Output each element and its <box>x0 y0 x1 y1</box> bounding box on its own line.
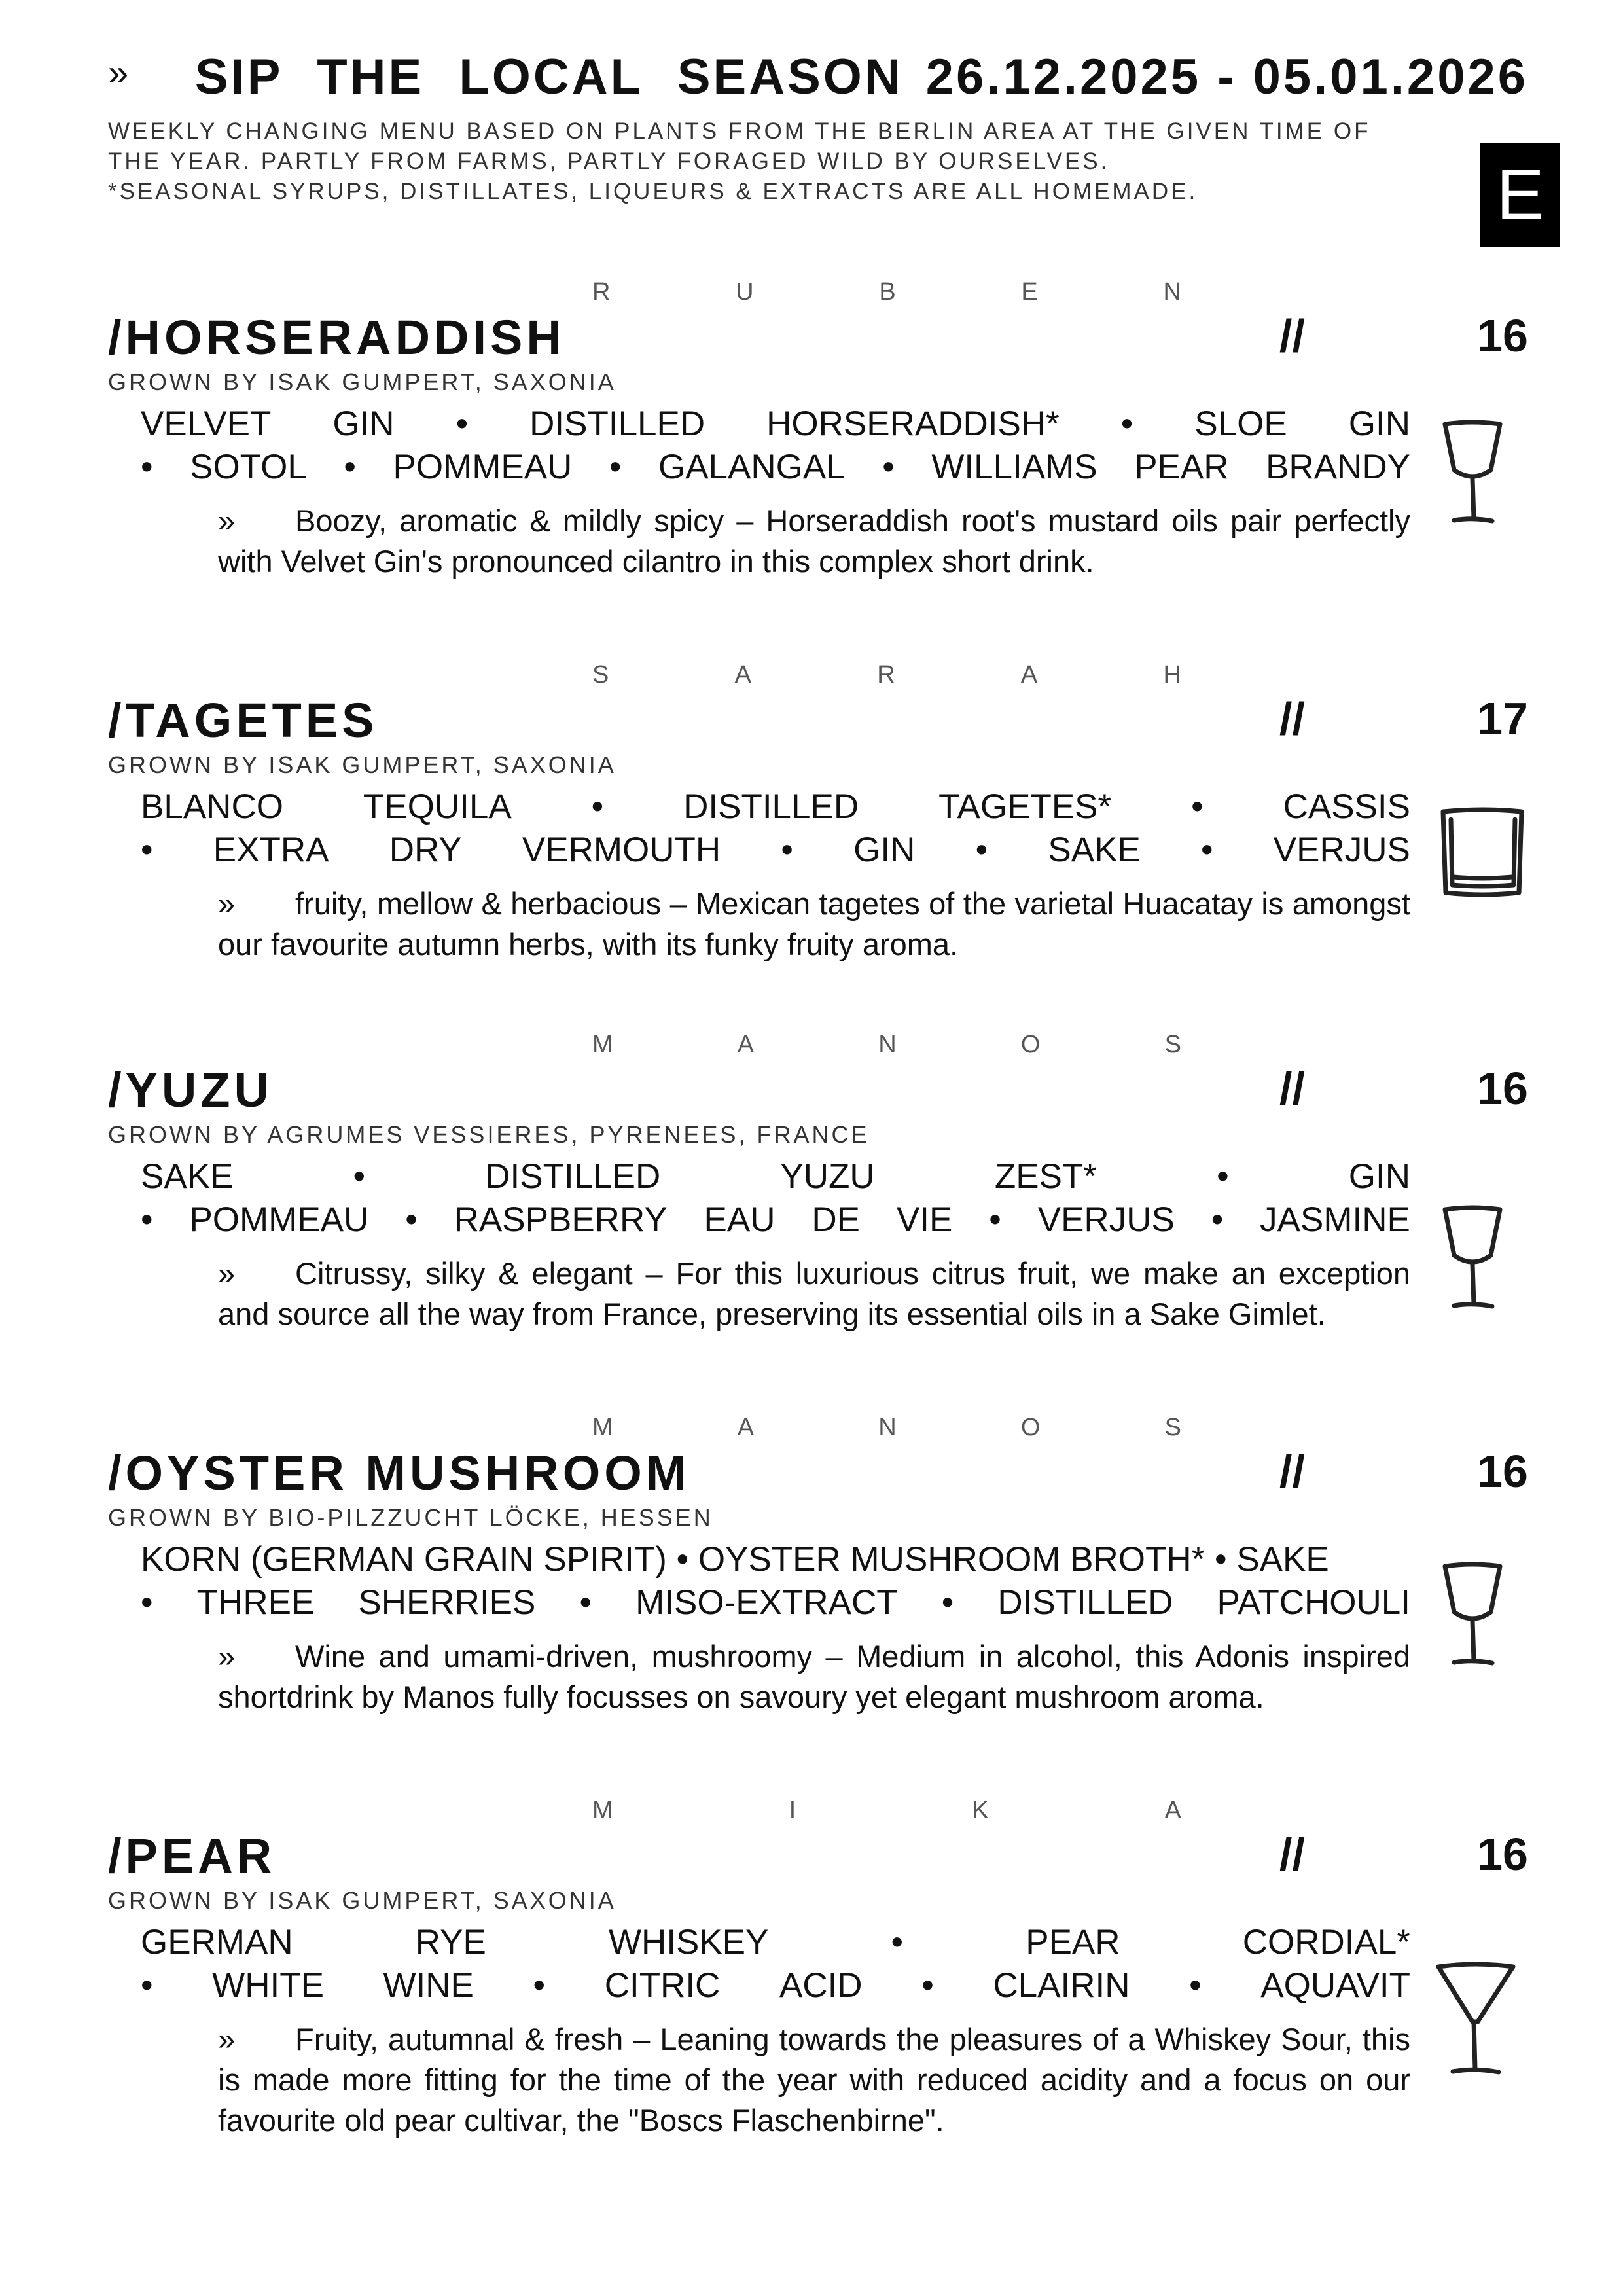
ingredient-word: RASPBERRY <box>454 1200 668 1239</box>
drink-price: 17 <box>1477 693 1528 744</box>
ingredient-word: • <box>1201 831 1213 869</box>
bartender-name <box>592 1414 1181 1440</box>
bartender-letter: E <box>1021 278 1038 306</box>
bartender-letter: I <box>789 1797 796 1824</box>
ingredient-word: VELVET <box>141 404 272 443</box>
ingredient-word: • <box>975 831 988 869</box>
ingredient-line <box>141 1921 1410 1964</box>
ingredient-word: • <box>921 1966 934 2005</box>
ingredient-line <box>141 1581 1410 1624</box>
ingredient-word: PEAR <box>1026 1923 1120 1962</box>
ingredient-word: DE <box>812 1200 861 1239</box>
ingredient-word: • <box>141 831 153 869</box>
ingredient-line <box>141 446 1410 489</box>
ingredient-word: • <box>141 1200 153 1239</box>
bartender-letter: A <box>737 1031 755 1058</box>
ingredient-word: • <box>533 1966 546 2005</box>
menu-header <box>108 39 1528 207</box>
subtitle-line: *SEASONAL SYRUPS, DISTILLATES, LIQUEURS & EXTRACTS ARE ALL HOMEMADE. <box>108 179 1198 204</box>
bartender-letter: U <box>736 278 754 306</box>
ingredient-word: GALANGAL <box>658 448 846 486</box>
description-chevron: » <box>218 1256 236 1291</box>
ingredient-word: SAKE <box>1048 831 1141 869</box>
ingredient-word: • <box>1211 1200 1224 1239</box>
ingredient-word: CASSIS <box>1283 787 1410 826</box>
drink-description <box>218 884 1410 965</box>
language-badge: E <box>1480 143 1560 247</box>
description-chevron: » <box>218 2022 236 2056</box>
ingredient-word: DISTILLED <box>683 787 859 826</box>
price-separator: // <box>1279 310 1305 361</box>
ingredient-word: WHITE <box>212 1966 324 2005</box>
description-text: fruity, mellow & herbacious – Mexican tagetes of the varietal Huacatay is amongst our favourite autumn herbs, with its funky fruity aroma. <box>218 886 1410 961</box>
ingredient-word: TEQUILA <box>363 787 512 826</box>
drink-grower: GROWN BY ISAK GUMPERT, SAXONIA <box>108 751 616 778</box>
description-text: Fruity, autumnal & fresh – Leaning towards the pleasures of a Whiskey Sour, this is made more fitting for the time of the year with reduced acidity and a focus on our favourite old pear cultivar, the "Boscs Flaschenbirne". <box>218 2022 1410 2138</box>
bartender-letter: A <box>1164 1797 1181 1824</box>
ingredient-word: • <box>1120 404 1133 443</box>
ingredient-word: MISO-EXTRACT <box>635 1583 898 1622</box>
subtitle-line: THE YEAR. PARTLY FROM FARMS, PARTLY FORAGED WILD BY OURSELVES. <box>108 149 1110 174</box>
drink-ingredients <box>141 1921 1410 2007</box>
price-separator: // <box>1279 693 1305 744</box>
description-chevron: » <box>218 886 236 921</box>
description-chevron: » <box>218 1639 236 1674</box>
ingredient-word: WINE <box>383 1966 474 2005</box>
subtitle-line: WEEKLY CHANGING MENU BASED ON PLANTS FROM THE BERLIN AREA AT THE GIVEN TIME OF <box>108 118 1371 144</box>
ingredient-word: VIE <box>896 1200 953 1239</box>
description-text: Citrussy, silky & elegant – For this luxurious citrus fruit, we make an exception and source all the way from France, preserving its essential oils in a Sake Gimlet. <box>218 1256 1410 1331</box>
drink-name: /TAGETES <box>108 693 378 747</box>
ingredient-line <box>141 403 1410 446</box>
ingredient-word: GIN <box>853 831 916 869</box>
ingredient-word: • <box>1191 787 1204 826</box>
drink-price: 16 <box>1477 1446 1528 1497</box>
ingredient-word: VERJUS <box>1273 831 1410 869</box>
drink-description <box>218 1253 1410 1335</box>
ingredient-word: PEAR <box>1134 448 1229 486</box>
drink-name: /YUZU <box>108 1063 273 1117</box>
drink-ingredients <box>141 1538 1410 1624</box>
ingredient-word: THREE <box>196 1583 315 1622</box>
stemmed-glass-icon <box>1440 419 1505 530</box>
ingredient-word: SOTOL <box>190 448 307 486</box>
drink-name: /OYSTER MUSHROOM <box>108 1446 690 1500</box>
bartender-letter: A <box>1020 661 1038 689</box>
bartender-letter: B <box>879 278 896 306</box>
description-text: Boozy, aromatic & mildly spicy – Horseraddish root's mustard oils pair perfectly with Velvet Gin's pronounced cilantro in this complex short drink. <box>218 503 1410 579</box>
tumbler-glass-icon <box>1436 805 1528 903</box>
ingredient-word: SLOE <box>1194 404 1287 443</box>
ingredient-word: SHERRIES <box>358 1583 536 1622</box>
drink-grower: GROWN BY AGRUMES VESSIERES, PYRENEES, FRANCE <box>108 1121 870 1148</box>
ingredient-word: VERJUS <box>1037 1200 1175 1239</box>
ingredient-word: RYE <box>415 1923 486 1962</box>
ingredient-line <box>141 1155 1410 1198</box>
bartender-letter: K <box>972 1797 989 1824</box>
title-row <box>108 39 1528 111</box>
ingredient-line <box>141 829 1410 872</box>
drink-price: 16 <box>1477 310 1528 361</box>
ingredient-word: • <box>141 1966 153 2005</box>
drink-name: /PEAR <box>108 1829 276 1883</box>
ingredient-word: BLANCO <box>141 787 283 826</box>
drink-price: 16 <box>1477 1063 1528 1114</box>
ingredient-word: • <box>455 404 469 443</box>
ingredient-word: VERMOUTH <box>522 831 721 869</box>
drink-description <box>218 1636 1410 1717</box>
ingredient-word: • <box>141 448 153 486</box>
bartender-name <box>592 1031 1181 1057</box>
ingredient-word: EXTRA <box>213 831 329 869</box>
ingredient-word: GERMAN <box>141 1923 293 1962</box>
bartender-letter: S <box>592 661 609 689</box>
drink-ingredients <box>141 403 1410 489</box>
ingredient-line <box>141 1538 1410 1581</box>
ingredient-word: SAKE <box>141 1157 234 1196</box>
ingredient-word: TAGETES* <box>938 787 1112 826</box>
bartender-letter: H <box>1163 661 1181 689</box>
bartender-letter: R <box>877 661 895 689</box>
bartender-letter: S <box>1164 1414 1181 1441</box>
ingredient-word: • <box>353 1157 366 1196</box>
ingredient-word: • <box>989 1200 1001 1239</box>
ingredient-word: DISTILLED <box>485 1157 661 1196</box>
bartender-letter: A <box>734 661 751 689</box>
ingredient-word: PATCHOULI <box>1217 1583 1410 1622</box>
ingredient-word: DISTILLED <box>997 1583 1173 1622</box>
bartender-letter: A <box>737 1414 755 1441</box>
ingredient-word: YUZU <box>780 1157 875 1196</box>
ingredient-word: ACID <box>779 1966 863 2005</box>
ingredient-word: • <box>609 448 622 486</box>
drink-description <box>218 501 1410 582</box>
ingredient-word: • <box>405 1200 418 1239</box>
drink-price: 16 <box>1477 1829 1528 1880</box>
ingredient-word: HORSERADDISH* <box>766 404 1060 443</box>
drink-grower: GROWN BY ISAK GUMPERT, SAXONIA <box>108 1887 616 1914</box>
bartender-letter: O <box>1020 1414 1041 1441</box>
drink-description <box>218 2019 1410 2141</box>
drink-name: /HORSERADDISH <box>108 310 565 365</box>
page-title: SIP THE LOCAL SEASON <box>195 49 903 105</box>
ingredient-word: GIN <box>1348 1157 1410 1196</box>
bartender-letter: N <box>1163 278 1181 306</box>
drink-ingredients <box>141 785 1410 872</box>
price-separator: // <box>1279 1063 1305 1114</box>
bartender-letter: M <box>592 1797 613 1824</box>
bartender-letter: N <box>878 1414 897 1441</box>
price-separator: // <box>1279 1829 1305 1880</box>
stemmed-glass-icon <box>1440 1561 1505 1672</box>
ingredient-word: JASMINE <box>1260 1200 1410 1239</box>
ingredient-word: BRANDY <box>1266 448 1410 486</box>
bartender-name <box>592 1797 1181 1823</box>
description-chevron: » <box>218 503 236 538</box>
ingredient-word: KORN (GERMAN GRAIN SPIRIT) • OYSTER MUSHROOM BROTH* • SAKE <box>141 1540 1329 1579</box>
menu-subtitle <box>108 117 1443 207</box>
bartender-letter: N <box>878 1031 897 1058</box>
ingredient-word: • <box>579 1583 592 1622</box>
drink-grower: GROWN BY ISAK GUMPERT, SAXONIA <box>108 368 616 395</box>
ingredient-word: POMMEAU <box>393 448 573 486</box>
ingredient-word: EAU <box>704 1200 776 1239</box>
ingredient-word: • <box>891 1923 904 1962</box>
price-separator: // <box>1279 1446 1305 1497</box>
drink-grower: GROWN BY BIO-PILZZUCHT LÖCKE, HESSEN <box>108 1504 713 1531</box>
ingredient-word: • <box>781 831 793 869</box>
ingredient-line <box>141 1964 1410 2007</box>
bartender-name <box>592 661 1181 687</box>
ingredient-word: WHISKEY <box>608 1923 769 1962</box>
ingredient-word: CITRIC <box>604 1966 721 2005</box>
drink-ingredients <box>141 1155 1410 1242</box>
ingredient-word: DISTILLED <box>529 404 705 443</box>
season-dates: 26.12.2025 - 05.01.2026 <box>925 49 1528 105</box>
title-chevron: » <box>108 52 132 93</box>
bartender-letter: M <box>592 1414 613 1441</box>
ingredient-word: ZEST* <box>994 1157 1097 1196</box>
bartender-letter: M <box>592 1031 613 1058</box>
bartender-name <box>592 278 1181 304</box>
v-glass-icon <box>1433 1960 1518 2085</box>
stemmed-glass-icon <box>1440 1204 1505 1316</box>
ingredient-word: • <box>1217 1157 1229 1196</box>
ingredient-word: POMMEAU <box>189 1200 369 1239</box>
bartender-letter: R <box>592 278 611 306</box>
ingredient-line <box>141 1198 1410 1242</box>
bartender-letter: O <box>1020 1031 1041 1058</box>
ingredient-word: GIN <box>332 404 395 443</box>
description-text: Wine and umami-driven, mushroomy – Medium in alcohol, this Adonis inspired shortdrink by Manos fully focusses on savoury yet elegant mushroom aroma. <box>218 1639 1410 1714</box>
ingredient-word: WILLIAMS <box>931 448 1097 486</box>
bartender-letter: S <box>1164 1031 1181 1058</box>
ingredient-word: CORDIAL* <box>1242 1923 1410 1962</box>
ingredient-word: GIN <box>1348 404 1410 443</box>
ingredient-word: CLAIRIN <box>993 1966 1130 2005</box>
ingredient-word: • <box>882 448 895 486</box>
ingredient-word: • <box>591 787 604 826</box>
ingredient-word: AQUAVIT <box>1260 1966 1410 2005</box>
ingredient-word: • <box>941 1583 954 1622</box>
ingredient-word: • <box>344 448 356 486</box>
ingredient-word: DRY <box>389 831 462 869</box>
ingredient-word: • <box>1189 1966 1202 2005</box>
ingredient-word: • <box>141 1583 153 1622</box>
ingredient-line <box>141 785 1410 829</box>
